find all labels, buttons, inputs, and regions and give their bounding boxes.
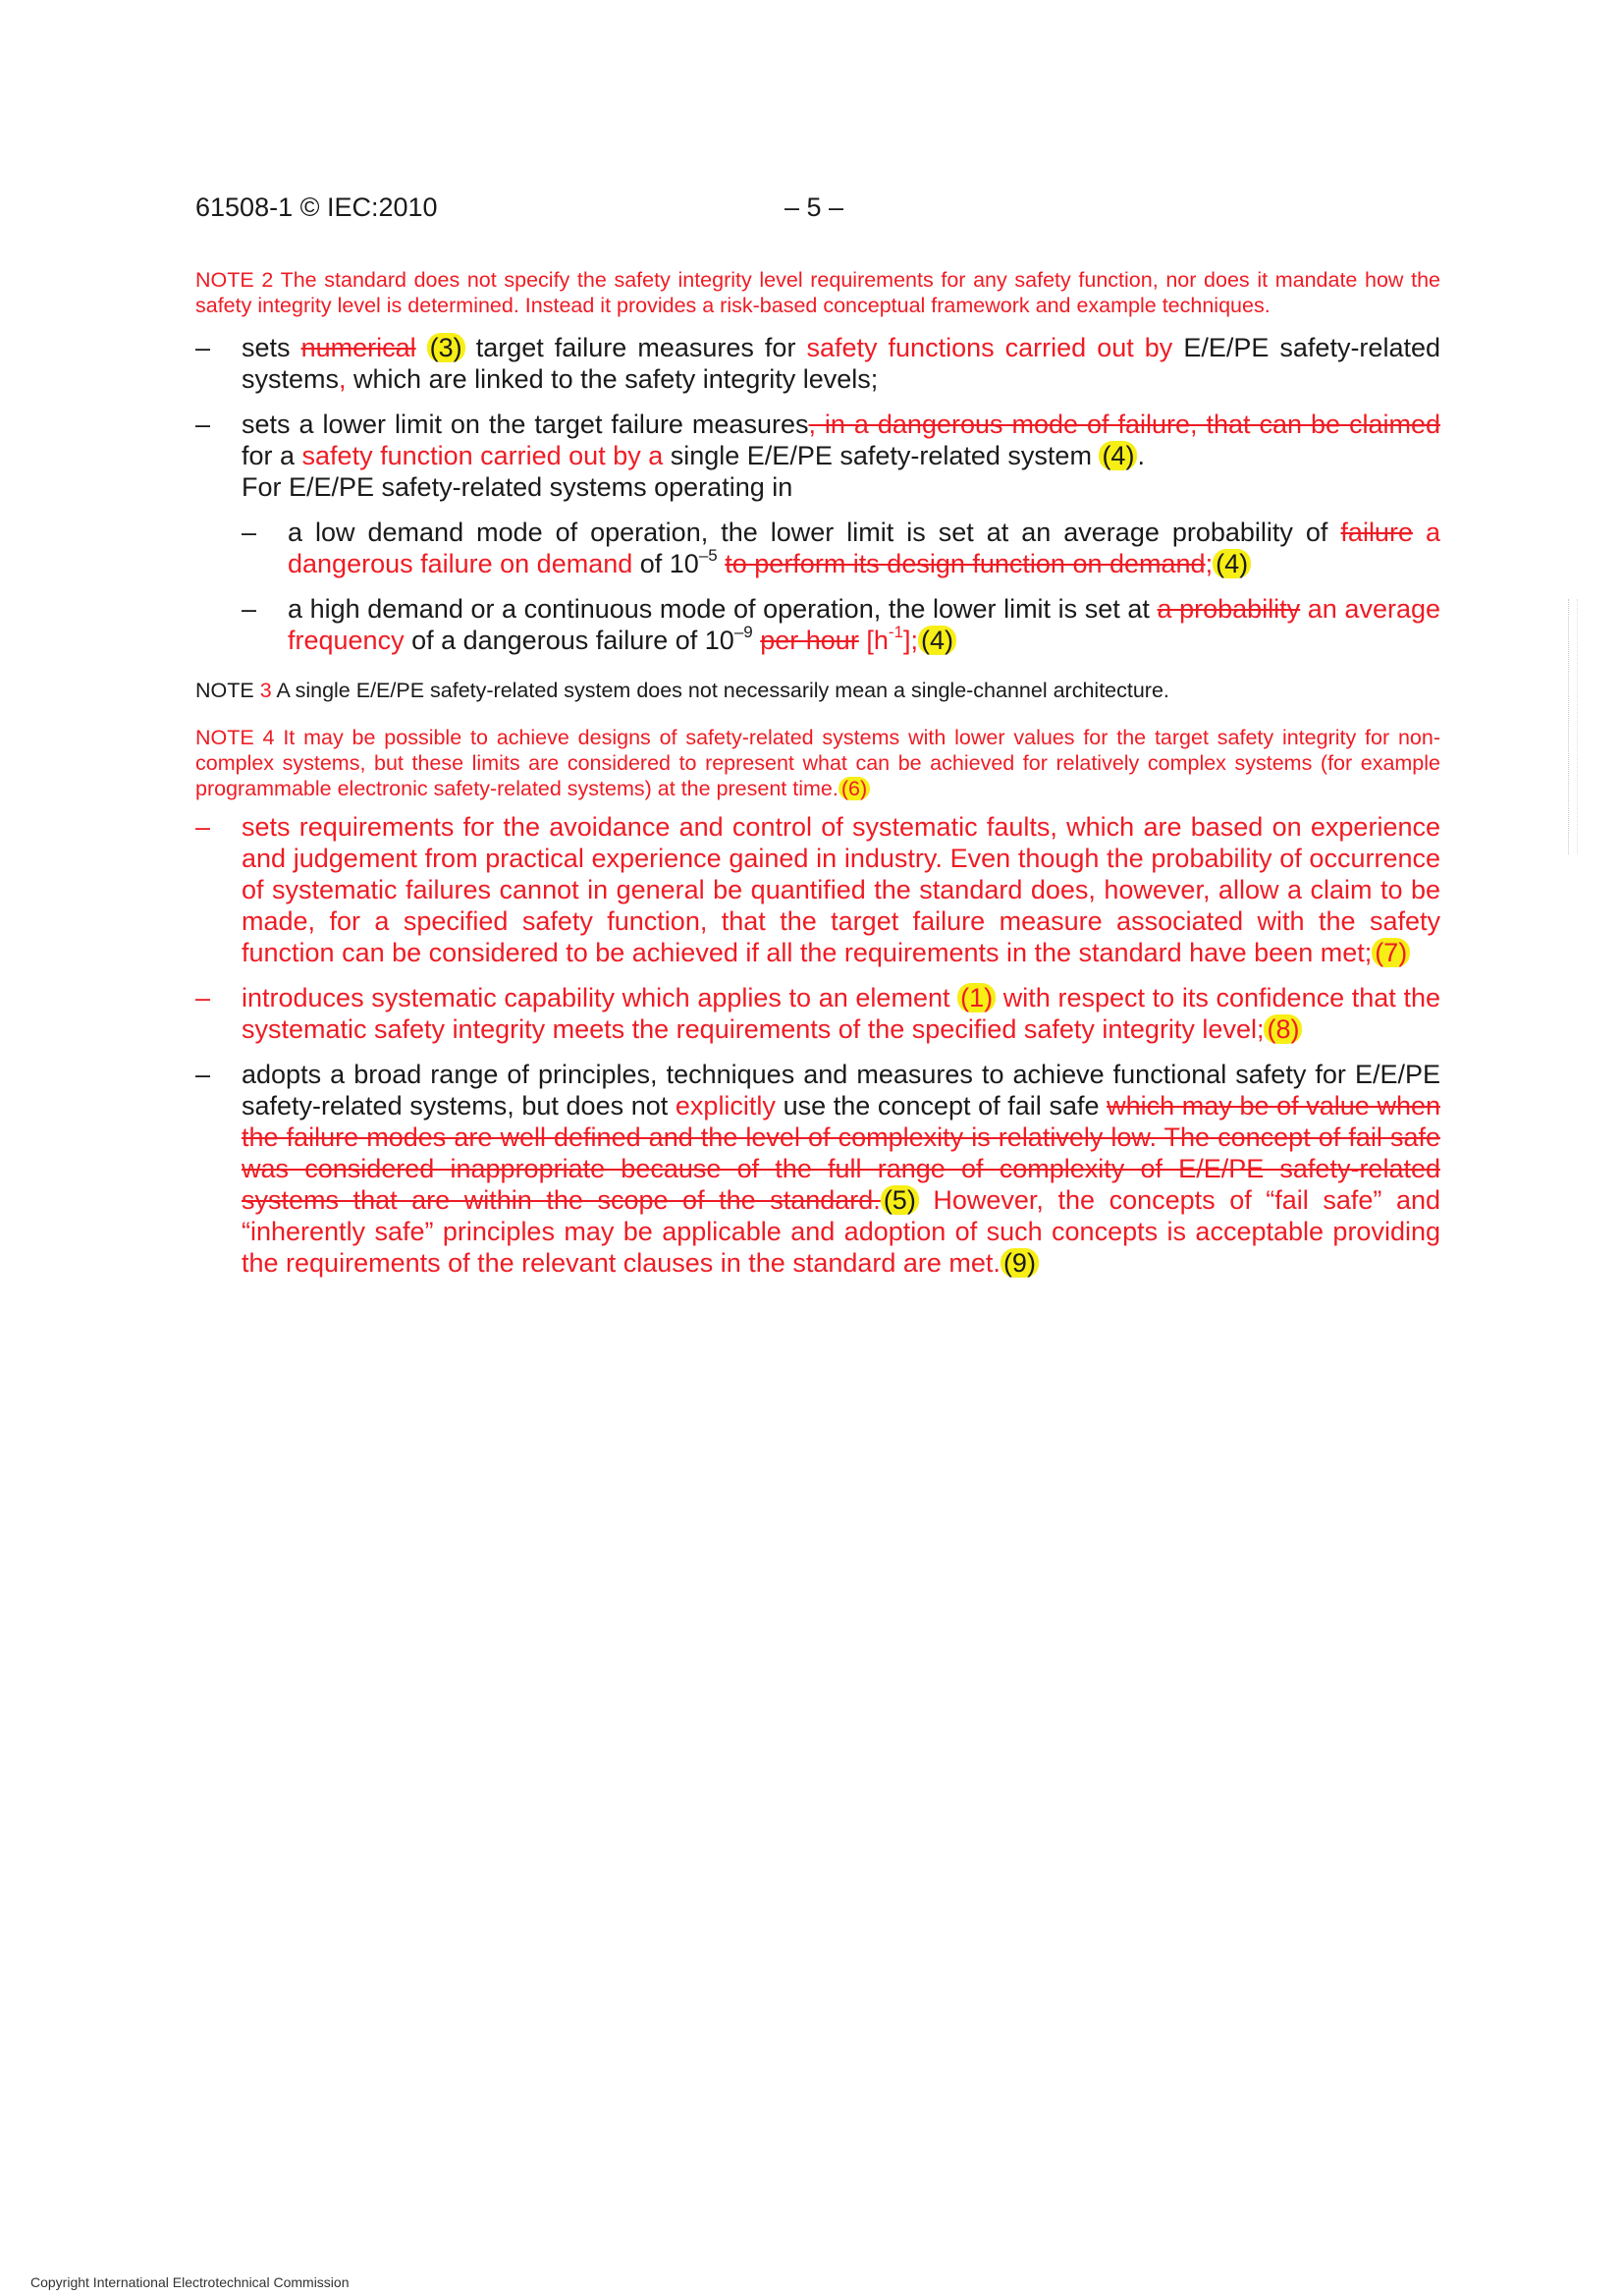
list-dash: – — [195, 812, 211, 842]
inserted-text: 3 — [259, 679, 272, 702]
list-dash: – — [242, 518, 257, 547]
bullet-fail-safe — [195, 1059, 1440, 1279]
change-ref-marker: (7) — [1372, 938, 1410, 967]
inserted-text: However, the concepts of “fail safe” and “inherently safe” principles may be applicable and adoption of such concepts is acceptable providing the requirements of the relevant clauses in the standard are met. — [242, 1185, 1440, 1278]
change-ref-marker: (1) — [957, 983, 996, 1012]
deleted-text: to perform its design function on demand — [725, 549, 1206, 578]
change-ref-marker: (3) — [427, 333, 465, 362]
text-run: a high demand or a continuous mode of operation, the lower limit is set at — [288, 594, 1158, 624]
deleted-text: which may be of value when the failure modes are well defined and the level of complexity is relatively low. The concept of fail safe was considered inappropriate because of the full range of complexity of E/E/PE safety-related systems that are within the scope of the standard. — [242, 1091, 1441, 1215]
text-run: For E/E/PE safety-related systems operating in — [242, 472, 793, 502]
margin-change-bars — [1568, 599, 1578, 854]
inserted-text: ] — [902, 626, 911, 655]
sub-bullet-high-demand — [195, 593, 1440, 656]
exponent: –9 — [733, 623, 753, 641]
inserted-text: [h — [858, 626, 889, 655]
list-dash: – — [195, 983, 211, 1012]
change-ref-marker: (4) — [1213, 549, 1251, 578]
note-3 — [195, 678, 1440, 703]
change-ref-marker: (9) — [1001, 1248, 1039, 1278]
bullet-systematic-faults — [195, 811, 1440, 968]
exponent: –5 — [698, 546, 718, 565]
note-2: NOTE 2 The standard does not specify the safety integrity level requirements for any safety function, nor does it mandate how the safety integrity level is determined. Instead it provides a risk-based conceptual framework and example techniques. — [195, 268, 1440, 317]
list-dash: – — [195, 333, 211, 362]
document-code: 61508-1 © IEC:2010 — [195, 192, 438, 222]
inserted-text: ; — [910, 626, 919, 655]
text-run: single E/E/PE safety-related system — [663, 441, 1100, 470]
text-run: A single E/E/PE safety-related system does not necessarily mean a single-channel architecture. — [271, 679, 1169, 702]
text-run: NOTE 4 It may be possible to achieve designs of safety-related systems with lower values for the target safety integrity for non-complex systems, but these limits are considered to represent what can be achieved for relatively complex systems (for example programmable electronic safety-related systems) at the present time. — [195, 726, 1440, 800]
bullet-systematic-capability — [195, 982, 1440, 1045]
deleted-text: , in a dangerous mode of failure, that can be claimed — [808, 410, 1440, 439]
deleted-text: numerical — [300, 333, 416, 362]
change-ref-marker: (6) — [839, 777, 870, 800]
text-run: sets a lower limit on the target failure measures — [242, 410, 809, 439]
deleted-text: a probability — [1157, 594, 1301, 624]
change-ref-marker: (4) — [1099, 441, 1137, 470]
text-run: NOTE — [195, 679, 260, 702]
page-number: – 5 – — [784, 192, 844, 222]
inserted-text: an average frequency — [288, 594, 1440, 655]
text-run: . — [1137, 441, 1145, 470]
text-run: of 10 — [632, 549, 699, 578]
bullet-target-failure-measures — [195, 332, 1440, 395]
change-ref-marker: (4) — [918, 626, 956, 655]
list-dash: – — [242, 594, 257, 624]
text-run: introduces systematic capability which applies to an element — [242, 983, 958, 1012]
list-dash: – — [195, 1060, 211, 1089]
deleted-text: per hour — [760, 626, 859, 655]
text-run: of a dangerous failure of 10 — [404, 626, 734, 655]
text-run: which are linked to the safety integrity levels; — [346, 364, 879, 394]
bullet-lower-limit — [195, 409, 1440, 503]
text-run: for a — [242, 441, 302, 470]
sub-bullet-low-demand — [195, 517, 1440, 579]
inserted-text: safety function carried out by a — [301, 441, 664, 470]
change-ref-marker: (8) — [1264, 1014, 1302, 1044]
note-4 — [195, 725, 1440, 801]
inserted-text: a dangerous failure on demand — [288, 518, 1440, 578]
inserted-text: ; — [1205, 549, 1214, 578]
text-run: a low demand mode of operation, the lower limit is set at an average probability of — [288, 518, 1341, 547]
exponent: -1 — [888, 623, 903, 641]
text-run: use the concept of fail safe — [775, 1091, 1108, 1121]
inserted-text: , — [339, 364, 347, 394]
list-dash: – — [195, 410, 211, 439]
main-content — [195, 267, 1440, 1279]
text-run: adopts a broad range of principles, techniques and measures to achieve functional safety for E/E/PE safety-related systems, but does not — [242, 1060, 1440, 1121]
text-run: sets — [242, 333, 301, 362]
deleted-text: failure — [1340, 518, 1413, 547]
text-run: sets requirements for the avoidance and control of systematic faults, which are based on experience and judgement from practical experience gained in industry. Even though the probability of occurrence of systematic failures cannot in general be quantified the standard does, however, allow a claim to be made, for a specified safety function, that the target failure measure associated with the safety function can be considered to be achieved if all the requirements in the standard have been met; — [242, 812, 1440, 967]
text-run: target failure measures for — [464, 333, 807, 362]
inserted-text: explicitly — [675, 1091, 776, 1121]
text-run: with respect to its confidence that the systematic safety integrity meets the requirements of the specified safety integrity level; — [242, 983, 1440, 1044]
copyright-footer: Copyright International Electrotechnical Commission — [30, 2274, 350, 2290]
inserted-text: safety functions carried out by — [806, 333, 1173, 362]
text-run: E/E/PE safety-related systems — [242, 333, 1440, 394]
change-ref-marker: (5) — [881, 1185, 919, 1215]
